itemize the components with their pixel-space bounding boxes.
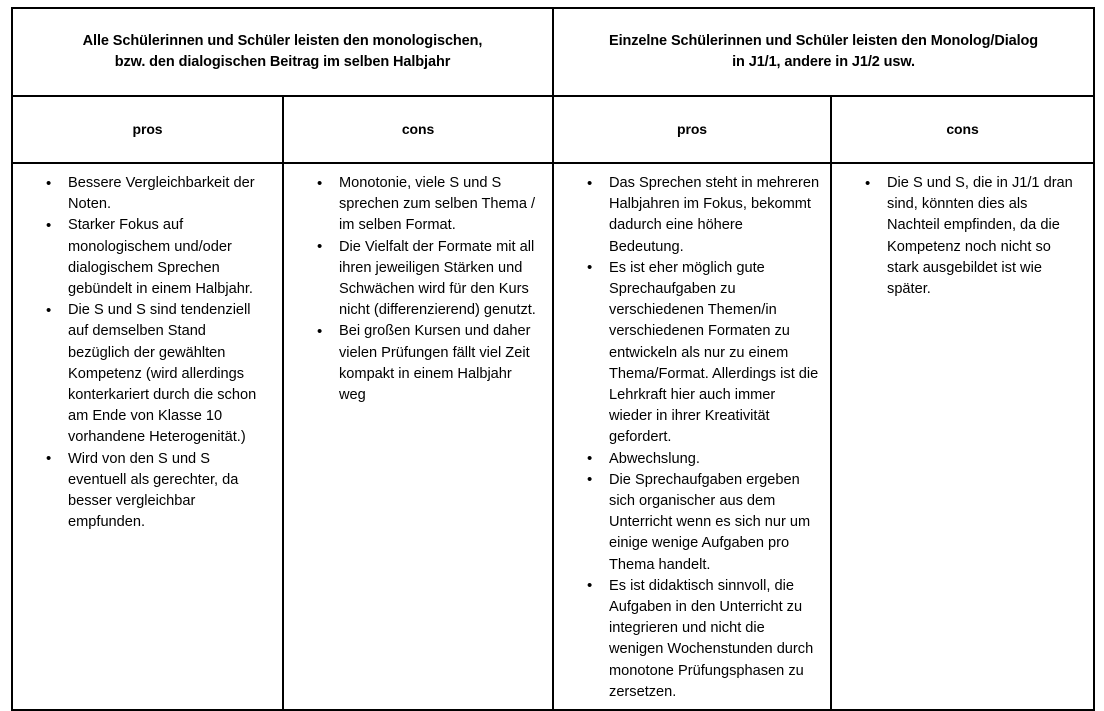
content-cell-left-cons	[283, 163, 553, 710]
section-title-right-line-1: Einzelne Schülerinnen und Schüler leisten den Monolog/Dialog	[609, 33, 1039, 49]
bullet-item: • Die Vielfalt der Formate mit all ihren jeweiligen Stärken und Schwächen wird für den Kurs nicht (differenzierend) genutzt.	[284, 237, 540, 322]
section-title-left-line-1: Alle Schülerinnen und Schüler leisten den monologischen,	[82, 33, 483, 49]
section-title-right	[554, 31, 1093, 73]
column-header-label-right-cons: cons	[946, 120, 979, 137]
content-cell-right-pros	[553, 163, 831, 710]
pros-cons-header-row	[12, 96, 1094, 163]
section-title-right-line-2: in J1/1, andere in J1/2 usw.	[732, 54, 915, 70]
bullet-item: • Die S und S sind tendenziell auf demselben Stand bezüglich der gewählten Kompetenz (wird allerdings konterkariert durch die schon am Ende von Klasse 10 vorhandene Heterogenität.)	[13, 300, 270, 448]
bullet-item: • Es ist didaktisch sinnvoll, die Aufgaben in den Unterricht zu integrieren und nicht die wenigen Wochenstunden durch monotone Prüfungsphasen zu zersetzen.	[554, 576, 820, 703]
section-header-row	[12, 8, 1094, 96]
bullet-item: • Starker Fokus auf monologischem und/oder dialogischem Sprechen gebündelt in einem Halbjahr.	[13, 215, 270, 300]
bullet-list-left-pros	[13, 164, 282, 539]
column-header-cell-right-cons	[831, 96, 1094, 163]
bullet-item: • Monotonie, viele S und S sprechen zum selben Thema / im selben Format.	[284, 173, 540, 237]
section-header-cell-right	[553, 8, 1094, 96]
bullet-item: • Abwechslung.	[554, 449, 820, 470]
bullet-item: • Die Sprechaufgaben ergeben sich organischer aus dem Unterricht wenn es sich nur um einige wenige Aufgaben pro Thema handelt.	[554, 470, 820, 576]
section-header-cell-left	[12, 8, 553, 96]
column-header-cell-right-pros	[553, 96, 831, 163]
bullet-item: • Es ist eher möglich gute Sprechaufgaben zu verschiedenen Themen/in verschiedenen Formaten zu entwickeln als nur zu einem Thema/Format. Allerdings ist die Lehrkraft hier auch immer wieder in ihrer Kreativität gefordert.	[554, 258, 820, 449]
bullet-item: • Die S und S, die in J1/1 dran sind, könnten dies als Nachteil empfinden, da die Kompetenz noch nicht so stark ausgebildet ist wie später.	[832, 173, 1079, 300]
column-header-label-right-pros: pros	[677, 120, 707, 137]
pros-cons-comparison-table	[11, 7, 1095, 711]
bullet-list-right-pros	[554, 164, 830, 709]
bullet-item: • Bei großen Kursen und daher vielen Prüfungen fällt viel Zeit kompakt in einem Halbjahr weg	[284, 321, 540, 406]
content-cell-left-pros	[12, 163, 283, 710]
content-row	[12, 163, 1094, 710]
content-cell-right-cons	[831, 163, 1094, 710]
section-title-left-line-2: bzw. den dialogischen Beitrag im selben Halbjahr	[114, 54, 451, 70]
column-header-label-left-cons: cons	[401, 120, 435, 137]
bullet-list-right-cons	[832, 164, 1093, 306]
bullet-item: • Wird von den S und S eventuell als gerechter, da besser vergleichbar empfunden.	[13, 449, 270, 534]
column-header-cell-left-pros	[12, 96, 283, 163]
bullet-list-left-cons	[284, 164, 552, 412]
column-header-cell-left-cons	[283, 96, 553, 163]
section-title-left	[13, 31, 552, 73]
bullet-item: • Das Sprechen steht in mehreren Halbjahren im Fokus, bekommt dadurch eine höhere Bedeutung.	[554, 173, 820, 258]
bullet-item: • Bessere Vergleichbarkeit der Noten.	[13, 173, 270, 215]
column-header-label-left-pros: pros	[132, 120, 163, 137]
